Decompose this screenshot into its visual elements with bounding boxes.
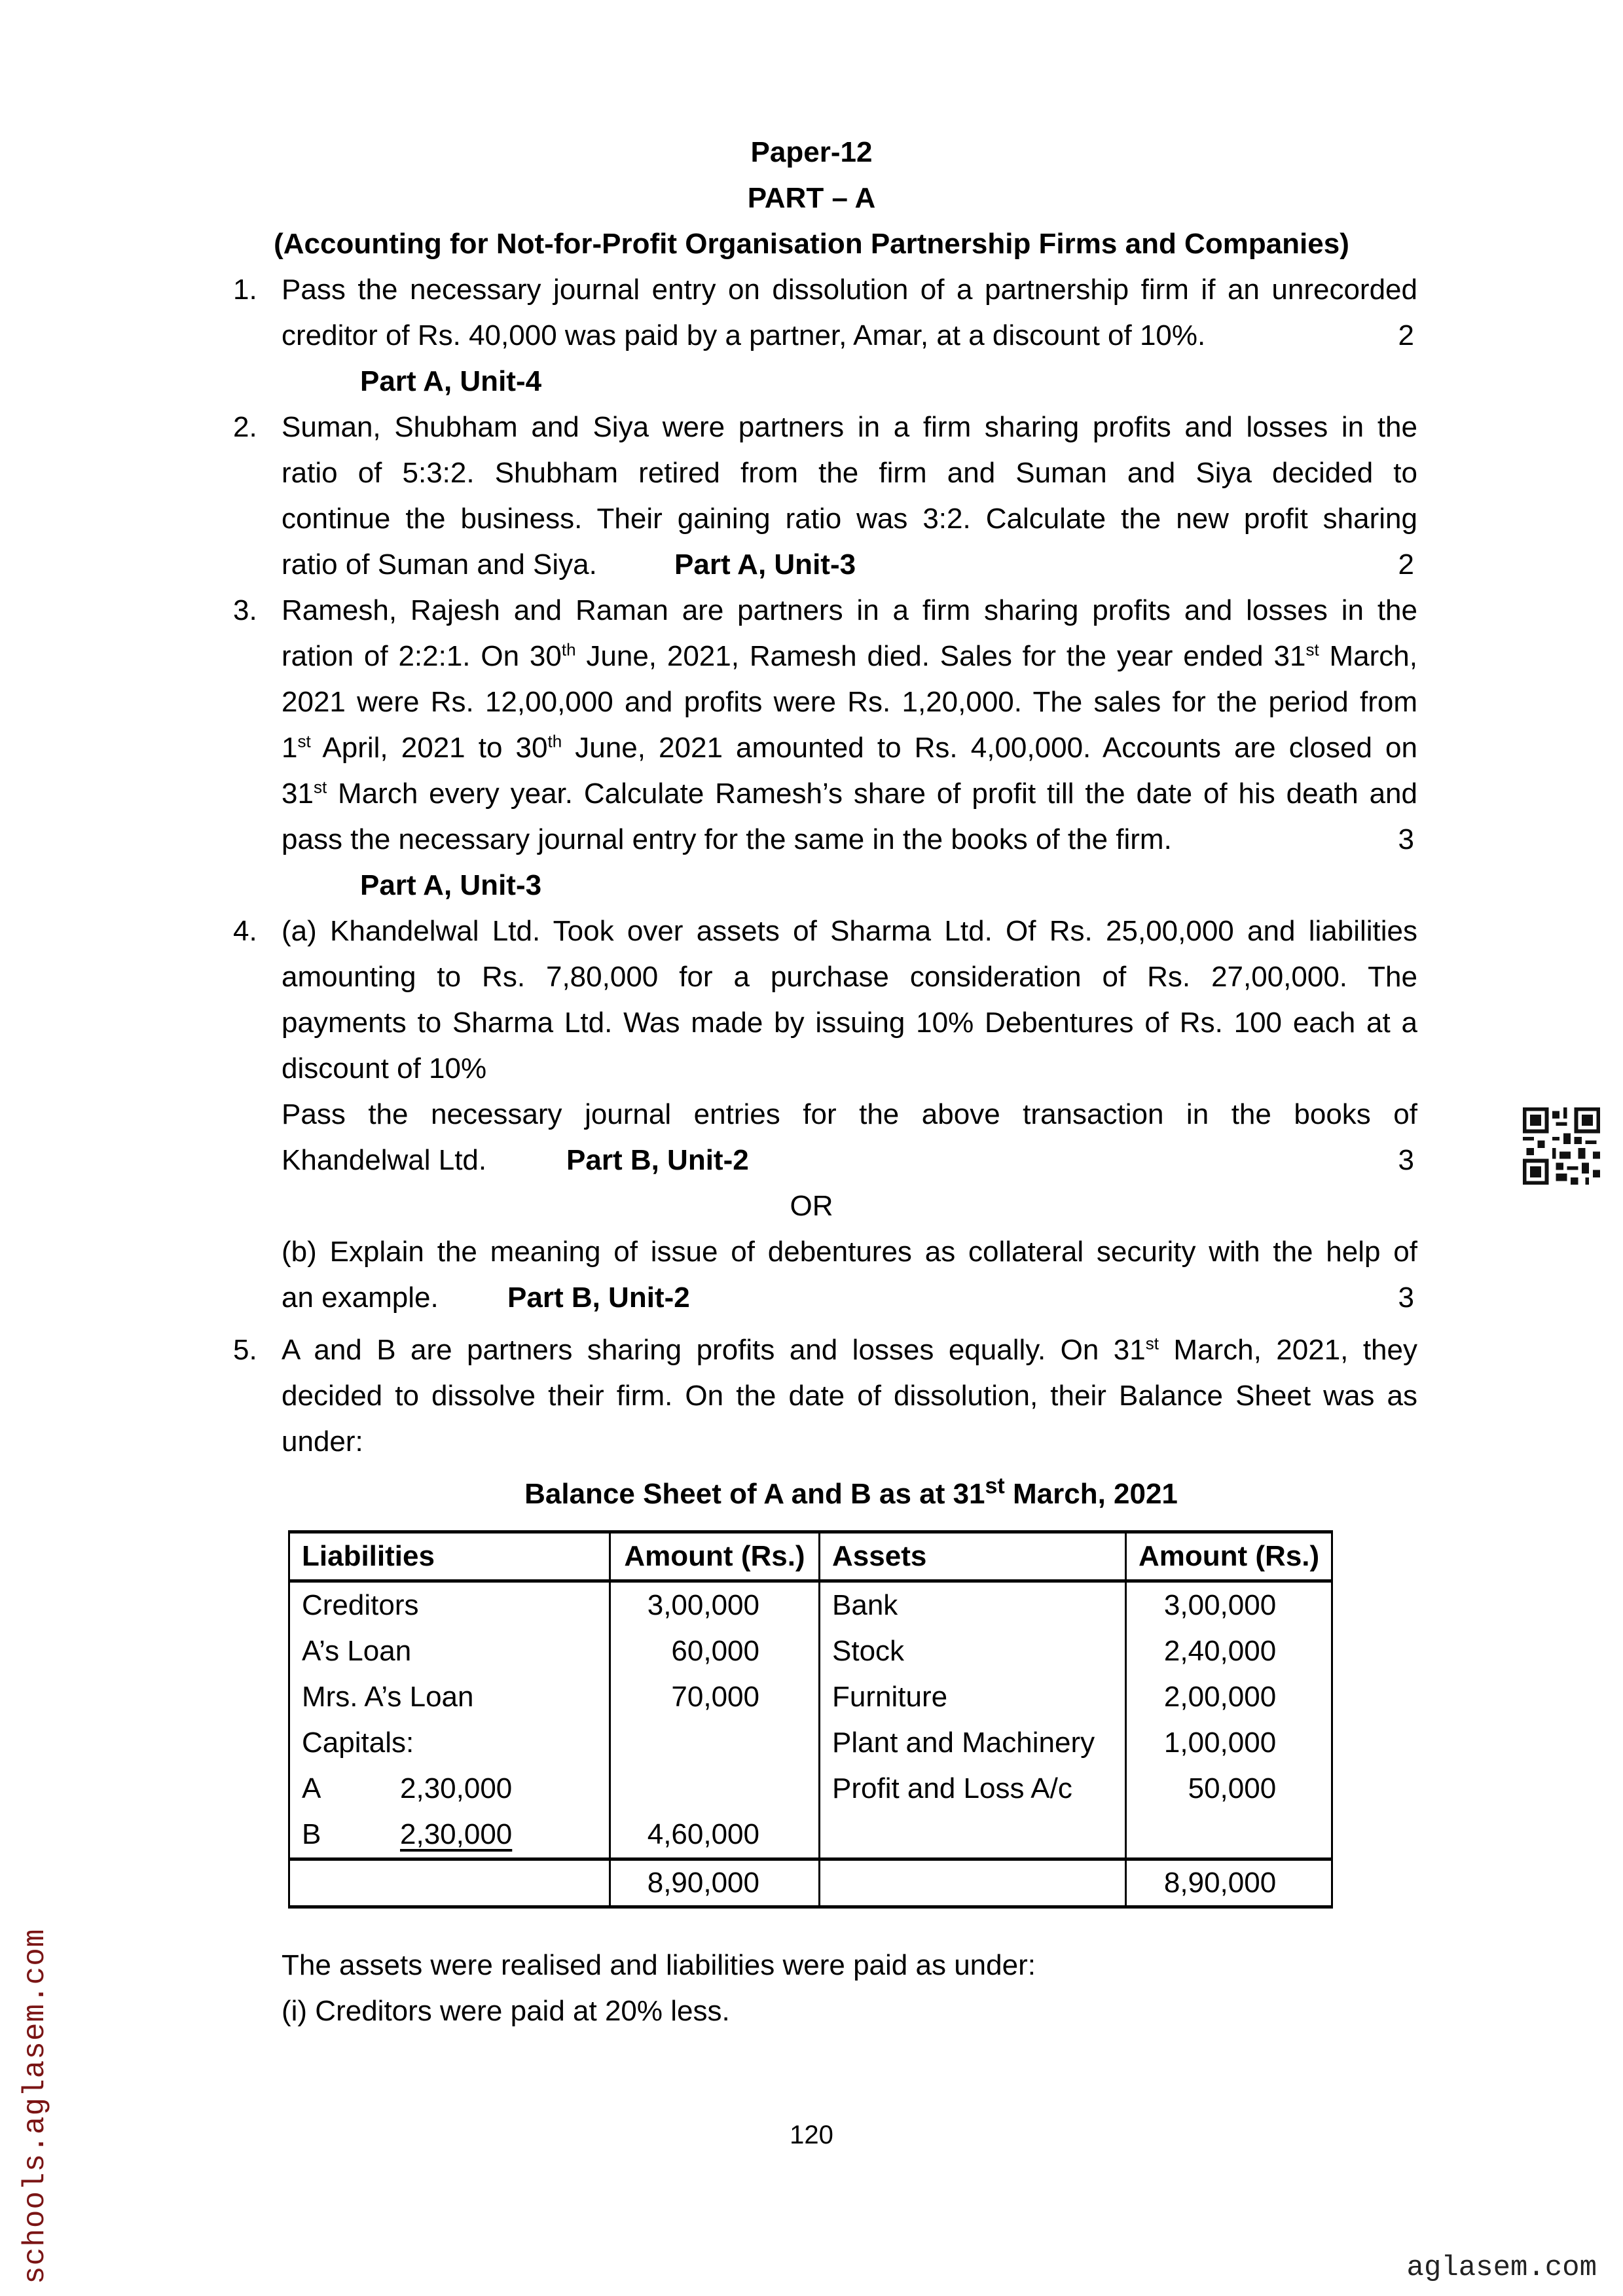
question-text-line: Ramesh, Rajesh and Raman are partners in a firm sharing profits and losses in the <box>282 594 1417 626</box>
page-number: 120 <box>790 2121 833 2149</box>
question-text-line: (a) Khandelwal Ltd. Took over assets of Sharma Ltd. Of Rs. 25,00,000 and liabilities <box>282 915 1417 947</box>
question-text-line: Khandelwal Ltd. <box>282 1144 487 1176</box>
header-amount: Amount (Rs.) <box>1126 1532 1332 1581</box>
realisation-item: (i) Creditors were paid at 20% less. <box>282 1995 730 2027</box>
amount-cell: 2,40,000 <box>1126 1628 1332 1674</box>
question-number: 4. <box>233 915 257 947</box>
question-text-line: continue the business. Their gaining ratio was 3:2. Calculate the new profit sharing <box>282 503 1417 535</box>
empty-cell <box>289 1859 610 1907</box>
asset-cell: Furniture <box>820 1674 1126 1720</box>
table-total-row <box>289 1859 1332 1907</box>
question-text-line: (b) Explain the meaning of issue of debentures as collateral security with the help of <box>282 1236 1417 1268</box>
question-text-line: decided to dissolve their firm. On the date of dissolution, their Balance Sheet was as <box>282 1380 1417 1412</box>
table-row <box>289 1812 1332 1859</box>
question-text-line: 1st April, 2021 to 30th June, 2021 amounted to Rs. 4,00,000. Accounts are closed on <box>282 731 1417 764</box>
question-text-line: ratio of 5:3:2. Shubham retired from the firm and Suman and Siya decided to <box>282 457 1417 489</box>
side-watermark: schools.aglasem.com <box>18 1928 52 2284</box>
question-text-line: pass the necessary journal entry for the same in the books of the firm. <box>282 823 1172 855</box>
asset-cell: Plant and Machinery <box>820 1720 1126 1766</box>
balance-sheet-title-text: Balance Sheet of A and B as at 31 <box>524 1478 985 1510</box>
asset-cell <box>820 1812 1126 1859</box>
question-text-line: 31st March every year. Calculate Ramesh’s share of profit till the date of his death and <box>282 777 1417 810</box>
question-number: 1. <box>233 274 257 306</box>
liability-cell: A’s Loan <box>289 1628 610 1674</box>
question-text-line: A and B are partners sharing profits and losses equally. On 31st March, 2021, they <box>282 1333 1417 1366</box>
header-assets: Assets <box>820 1532 1126 1581</box>
question-text-line: creditor of Rs. 40,000 was paid by a partner, Amar, at a discount of 10%. <box>282 319 1206 351</box>
bottom-watermark: aglasem.com <box>1406 2251 1597 2284</box>
asset-cell: Profit and Loss A/c <box>820 1766 1126 1812</box>
unit-reference: Part A, Unit-4 <box>360 365 542 397</box>
table-row <box>289 1628 1332 1674</box>
amount-cell: 60,000 <box>610 1628 820 1674</box>
empty-cell <box>820 1859 1126 1907</box>
section-subtitle: (Accounting for Not-for-Profit Organisation Partnership Firms and Companies) <box>274 228 1349 260</box>
question-number: 5. <box>233 1334 257 1366</box>
partner-capital: 2,30,000 <box>400 1772 513 1804</box>
question-text-line: payments to Sharma Ltd. Was made by issuing 10% Debentures of Rs. 100 each at a <box>282 1007 1417 1039</box>
assets-total: 8,90,000 <box>1126 1859 1332 1907</box>
amount-cell <box>610 1766 820 1812</box>
amount-cell: 70,000 <box>610 1674 820 1720</box>
qr-code-icon <box>1523 1107 1600 1185</box>
amount-cell: 4,60,000 <box>610 1812 820 1859</box>
table-row <box>289 1581 1332 1629</box>
liability-cell: Mrs. A’s Loan <box>289 1674 610 1720</box>
unit-reference: Part B, Unit-2 <box>566 1144 749 1176</box>
partner-name: B <box>302 1818 321 1850</box>
question-number: 2. <box>233 411 257 443</box>
table-header-row <box>289 1532 1332 1581</box>
balance-sheet-table <box>288 1530 1333 1909</box>
question-text-line: 2021 were Rs. 12,00,000 and profits were Rs. 1,20,000. The sales for the period from <box>282 686 1417 718</box>
balance-sheet-title <box>0 1473 1623 1511</box>
partner-capital: 2,30,000 <box>400 1818 513 1850</box>
marks: 3 <box>1398 1144 1414 1176</box>
question-text-line: ration of 2:2:1. On 30th June, 2021, Ramesh died. Sales for the year ended 31st March, <box>282 639 1417 672</box>
table-row <box>289 1766 1332 1812</box>
amount-cell: 1,00,000 <box>1126 1720 1332 1766</box>
liability-cell: Creditors <box>289 1581 610 1629</box>
header-liabilities: Liabilities <box>289 1532 610 1581</box>
question-number: 3. <box>233 594 257 626</box>
capital-cell <box>289 1812 610 1859</box>
table-row <box>289 1720 1332 1766</box>
question-text-line: discount of 10% <box>282 1052 487 1085</box>
amount-cell: 3,00,000 <box>1126 1581 1332 1629</box>
balance-sheet-title-date: March, 2021 <box>1004 1478 1178 1510</box>
balance-sheet-title-sup: st <box>985 1473 1005 1499</box>
liability-cell: Capitals: <box>289 1720 610 1766</box>
question-text-line: Pass the necessary journal entry on dissolution of a partnership firm if an unrecorded <box>282 274 1417 306</box>
marks: 3 <box>1398 823 1414 855</box>
partner-name: A <box>302 1772 321 1804</box>
question-text-line: Pass the necessary journal entries for the above transaction in the books of <box>282 1098 1417 1130</box>
part-title: PART – A <box>747 182 876 214</box>
amount-cell: 50,000 <box>1126 1766 1332 1812</box>
question-text-line: amounting to Rs. 7,80,000 for a purchase consideration of Rs. 27,00,000. The <box>282 961 1417 993</box>
amount-cell <box>1126 1812 1332 1859</box>
marks: 2 <box>1398 548 1414 581</box>
unit-reference: Part A, Unit-3 <box>674 548 856 581</box>
paper-number: Paper-12 <box>750 136 873 168</box>
liabilities-total: 8,90,000 <box>610 1859 820 1907</box>
amount-cell: 3,00,000 <box>610 1581 820 1629</box>
header-amount: Amount (Rs.) <box>610 1532 820 1581</box>
unit-reference: Part B, Unit-2 <box>507 1282 690 1314</box>
question-text-line: an example. <box>282 1282 439 1314</box>
table-row <box>289 1674 1332 1720</box>
capital-cell <box>289 1766 610 1812</box>
amount-cell <box>610 1720 820 1766</box>
question-text-line: under: <box>282 1426 363 1458</box>
marks: 3 <box>1398 1282 1414 1314</box>
or-separator: OR <box>790 1190 833 1222</box>
realisation-intro: The assets were realised and liabilities were paid as under: <box>282 1949 1036 1981</box>
unit-reference: Part A, Unit-3 <box>360 869 542 901</box>
amount-cell: 2,00,000 <box>1126 1674 1332 1720</box>
question-text-line: ratio of Suman and Siya. <box>282 548 597 581</box>
question-text-line: Suman, Shubham and Siya were partners in a firm sharing profits and losses in the <box>282 411 1417 443</box>
asset-cell: Bank <box>820 1581 1126 1629</box>
asset-cell: Stock <box>820 1628 1126 1674</box>
marks: 2 <box>1398 319 1414 351</box>
